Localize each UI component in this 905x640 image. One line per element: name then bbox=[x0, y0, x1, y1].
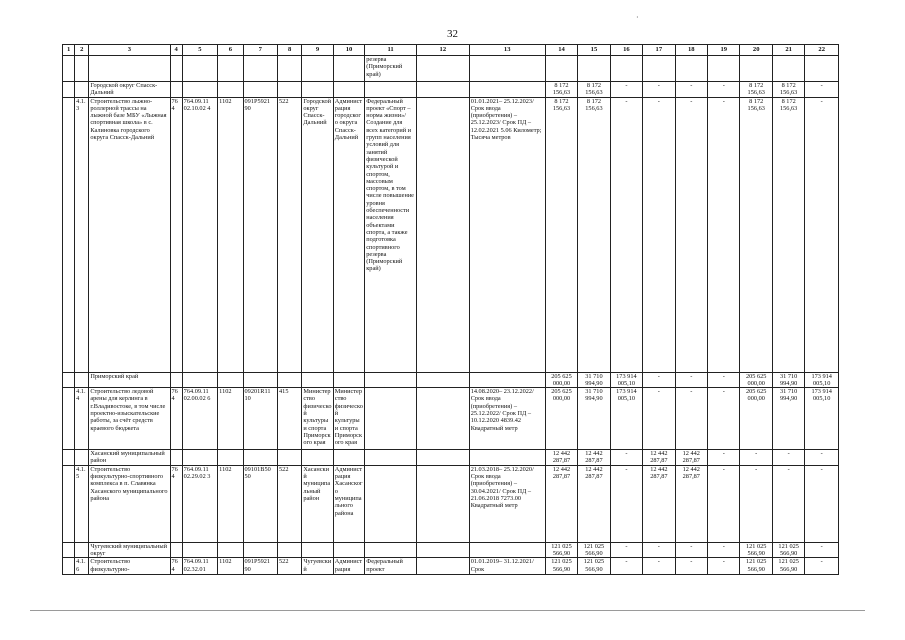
table-cell: 4.1.4 bbox=[75, 388, 89, 450]
table-cell bbox=[218, 542, 243, 558]
scan-mark: · bbox=[636, 13, 639, 22]
table-cell: 12 442 287,87 bbox=[675, 450, 707, 466]
table-cell: 12 442 287,87 bbox=[578, 465, 610, 542]
table-cell: - bbox=[675, 372, 707, 388]
table-cell: - bbox=[708, 450, 740, 466]
table-cell: - bbox=[643, 372, 675, 388]
table-cell: Строительство физкультурно-спортивного комплекса в п. Славянка Хасанского муниципального района bbox=[89, 465, 170, 542]
table-cell bbox=[302, 56, 333, 82]
table-cell bbox=[302, 450, 333, 466]
table-cell bbox=[243, 450, 277, 466]
table-cell bbox=[243, 372, 277, 388]
table-cell: 8 172 156,63 bbox=[740, 82, 772, 98]
table-cell bbox=[302, 542, 333, 558]
table-row bbox=[63, 372, 839, 388]
table-cell bbox=[278, 372, 302, 388]
table-cell bbox=[643, 56, 675, 82]
table-cell: - bbox=[772, 465, 804, 542]
table-cell bbox=[182, 56, 218, 82]
table-cell: Хасанский муниципальный район bbox=[302, 465, 333, 542]
table-cell bbox=[170, 82, 182, 98]
column-number: 11 bbox=[365, 45, 417, 56]
table-cell bbox=[365, 450, 417, 466]
table-cell bbox=[416, 372, 469, 388]
table-cell bbox=[63, 558, 75, 575]
column-number: 14 bbox=[545, 45, 577, 56]
table-cell: - bbox=[610, 82, 642, 98]
table-cell bbox=[170, 56, 182, 82]
table-cell: 764.09.11 02.32.01 bbox=[182, 558, 218, 575]
table-row bbox=[63, 465, 839, 542]
table-cell: 4.1.3 bbox=[75, 97, 89, 372]
table-cell: 8 172 156,63 bbox=[772, 97, 804, 372]
table-row bbox=[63, 388, 839, 450]
table-cell: 121 025 566,90 bbox=[578, 542, 610, 558]
table-cell bbox=[333, 450, 364, 466]
table-cell: 764.09.11 02.00.02 6 bbox=[182, 388, 218, 450]
table-cell bbox=[416, 82, 469, 98]
table-cell: 31 710 994,90 bbox=[772, 372, 804, 388]
table-cell: - bbox=[675, 542, 707, 558]
table-cell bbox=[218, 450, 243, 466]
table-cell bbox=[365, 465, 417, 542]
table-cell: 121 025 566,90 bbox=[772, 558, 804, 575]
table-cell bbox=[182, 372, 218, 388]
table-cell: - bbox=[610, 542, 642, 558]
table-cell: Строительство физкультурно- bbox=[89, 558, 170, 575]
table-cell bbox=[416, 558, 469, 575]
table-cell: - bbox=[643, 97, 675, 372]
table-cell: Чугуевский муниципальный округ bbox=[89, 542, 170, 558]
column-number: 19 bbox=[708, 45, 740, 56]
table-cell bbox=[182, 450, 218, 466]
table-cell: - bbox=[708, 542, 740, 558]
table-cell bbox=[416, 388, 469, 450]
table-cell: 31 710 994,90 bbox=[772, 388, 804, 450]
table-cell bbox=[75, 450, 89, 466]
table-cell: 121 025 566,90 bbox=[740, 542, 772, 558]
table-cell bbox=[469, 450, 545, 466]
table-cell bbox=[278, 450, 302, 466]
table-cell: - bbox=[805, 82, 839, 98]
table-cell: 8 172 156,63 bbox=[578, 97, 610, 372]
table-cell: 12 442 287,87 bbox=[578, 450, 610, 466]
table-cell bbox=[416, 97, 469, 372]
table-cell: 205 625 000,00 bbox=[545, 388, 577, 450]
table-cell bbox=[278, 82, 302, 98]
table-cell: - bbox=[610, 558, 642, 575]
table-cell: 764 bbox=[170, 388, 182, 450]
column-number: 3 bbox=[89, 45, 170, 56]
table-row bbox=[63, 82, 839, 98]
table-cell: 8 172 156,63 bbox=[545, 82, 577, 98]
table-cell: 764.09.11 02.29.02 3 bbox=[182, 465, 218, 542]
register-table bbox=[62, 44, 839, 575]
table-cell: 205 625 000,00 bbox=[740, 388, 772, 450]
table-cell: 4.1.6 bbox=[75, 558, 89, 575]
table-cell: 205 625 000,00 bbox=[740, 372, 772, 388]
table-cell: - bbox=[675, 97, 707, 372]
table-cell bbox=[63, 82, 75, 98]
column-number: 5 bbox=[182, 45, 218, 56]
table-cell: Федеральный проект bbox=[365, 558, 417, 575]
table-cell: Строительство ледовой арены для керлинга в г.Владивостоке, в том числе проектно-изыскательские работы, за счёт средств краевого бюджета bbox=[89, 388, 170, 450]
column-number: 20 bbox=[740, 45, 772, 56]
table-cell: - bbox=[643, 82, 675, 98]
table-cell: 522 bbox=[278, 558, 302, 575]
table-cell: - bbox=[708, 388, 740, 450]
table-cell bbox=[278, 56, 302, 82]
table-cell: - bbox=[740, 465, 772, 542]
table-cell bbox=[416, 450, 469, 466]
table-cell: 522 bbox=[278, 465, 302, 542]
table-cell: 173 914 005,10 bbox=[805, 388, 839, 450]
table-cell: - bbox=[675, 558, 707, 575]
table-cell bbox=[63, 97, 75, 372]
table-cell bbox=[63, 465, 75, 542]
table-cell bbox=[365, 372, 417, 388]
table-cell: 21.03.2018– 25.12.2020/ Срок ввода (приобретения) – 30.04.2021/ Срок ПД – 21.06.2018 7273.00 Квадратный метр bbox=[469, 465, 545, 542]
table-cell: - bbox=[610, 97, 642, 372]
table-cell: Городской округ Спасск-Дальний bbox=[302, 97, 333, 372]
table-cell: 09101В50 50 bbox=[243, 465, 277, 542]
table-cell: 01.01.2021– 25.12.2023/ Срок ввода (приобретения) – 25.12.2023/ Срок ПД – 12.02.2021 5.06 Километр; Тысяча метров bbox=[469, 97, 545, 372]
table-row bbox=[63, 56, 839, 82]
table-cell: 173 914 005,10 bbox=[805, 372, 839, 388]
table-cell: 1102 bbox=[218, 97, 243, 372]
column-number: 15 bbox=[578, 45, 610, 56]
table-cell: резерва (Приморский край) bbox=[365, 56, 417, 82]
table-cell: - bbox=[772, 450, 804, 466]
table-cell: 121 025 566,90 bbox=[578, 558, 610, 575]
table-cell: Чугуевский bbox=[302, 558, 333, 575]
table-cell: 1102 bbox=[218, 388, 243, 450]
table-cell: 121 025 566,90 bbox=[740, 558, 772, 575]
table-cell: - bbox=[740, 450, 772, 466]
table-cell bbox=[75, 56, 89, 82]
table-cell: 8 172 156,63 bbox=[740, 97, 772, 372]
table-cell bbox=[170, 542, 182, 558]
table-cell bbox=[610, 56, 642, 82]
table-cell bbox=[469, 542, 545, 558]
table-cell: Федеральный проект «Спорт – норма жизни»/Создание для всех категорий и групп населения условий для занятий физической культурой и спортом, массовым спортом, в том числе повышение уровня обеспеченности населения объектами спорта, а также подготовка спортивного резерва (Приморский край) bbox=[365, 97, 417, 372]
table-cell bbox=[63, 450, 75, 466]
column-number: 22 bbox=[805, 45, 839, 56]
column-number: 7 bbox=[243, 45, 277, 56]
table-cell bbox=[365, 388, 417, 450]
table-row bbox=[63, 97, 839, 372]
table-cell: Администрация bbox=[333, 558, 364, 575]
table-cell bbox=[170, 372, 182, 388]
table-cell bbox=[333, 82, 364, 98]
table-cell: 31 710 994,90 bbox=[578, 388, 610, 450]
table-cell: Администрация Хасанского муниципального района bbox=[333, 465, 364, 542]
table-cell: Министерство физической культуры и спорта Приморского края bbox=[302, 388, 333, 450]
table-row bbox=[63, 450, 839, 466]
table-cell bbox=[416, 465, 469, 542]
table-cell bbox=[278, 542, 302, 558]
table-cell: 091Р5921 90 bbox=[243, 97, 277, 372]
column-number: 10 bbox=[333, 45, 364, 56]
table-cell bbox=[772, 56, 804, 82]
table-cell bbox=[182, 82, 218, 98]
table-cell: - bbox=[643, 388, 675, 450]
table-cell bbox=[243, 542, 277, 558]
table-cell: 764 bbox=[170, 97, 182, 372]
table-cell: 12 442 287,87 bbox=[643, 450, 675, 466]
table-cell bbox=[333, 56, 364, 82]
table-cell bbox=[333, 372, 364, 388]
table-cell: - bbox=[708, 465, 740, 542]
table-cell: - bbox=[708, 82, 740, 98]
table-cell bbox=[89, 56, 170, 82]
column-number: 6 bbox=[218, 45, 243, 56]
table-row bbox=[63, 542, 839, 558]
table-cell bbox=[218, 372, 243, 388]
table-cell bbox=[675, 56, 707, 82]
table-cell: Администрация городского округа Спасск-Дальний bbox=[333, 97, 364, 372]
table-cell: 14.08.2020– 23.12.2022/ Срок ввода (приобретения) – 25.12.2022/ Срок ПД – 10.12.2020 4839.42 Квадратный метр bbox=[469, 388, 545, 450]
table-cell bbox=[243, 56, 277, 82]
table-cell: 764 bbox=[170, 558, 182, 575]
table-cell bbox=[75, 542, 89, 558]
table-cell bbox=[578, 56, 610, 82]
table-cell bbox=[469, 372, 545, 388]
table-cell: 4.1.5 bbox=[75, 465, 89, 542]
table-cell: 01.01.2019– 31.12.2021/ Срок bbox=[469, 558, 545, 575]
table-cell bbox=[545, 56, 577, 82]
table-cell: - bbox=[708, 558, 740, 575]
table-cell bbox=[63, 388, 75, 450]
table-cell: 764.09.11 02.10.02 4 bbox=[182, 97, 218, 372]
table-cell bbox=[416, 542, 469, 558]
page-bottom-rule bbox=[30, 610, 865, 611]
table-cell bbox=[333, 542, 364, 558]
table-cell: 121 025 566,90 bbox=[545, 558, 577, 575]
table-cell: - bbox=[643, 558, 675, 575]
table-cell: - bbox=[610, 450, 642, 466]
table-cell: - bbox=[805, 97, 839, 372]
table-cell: Хасанский муниципальный район bbox=[89, 450, 170, 466]
table-cell bbox=[469, 56, 545, 82]
column-number: 9 bbox=[302, 45, 333, 56]
table-cell: - bbox=[805, 465, 839, 542]
column-number: 1 bbox=[63, 45, 75, 56]
table-cell: 8 172 156,63 bbox=[772, 82, 804, 98]
table-cell: - bbox=[805, 542, 839, 558]
table-cell bbox=[63, 56, 75, 82]
table-cell: 091Р5921 90 bbox=[243, 558, 277, 575]
column-number: 2 bbox=[75, 45, 89, 56]
table-cell: 205 625 000,00 bbox=[545, 372, 577, 388]
table-cell: 8 172 156,63 bbox=[545, 97, 577, 372]
table-cell: - bbox=[675, 82, 707, 98]
table-cell bbox=[302, 82, 333, 98]
table-cell: 1102 bbox=[218, 465, 243, 542]
column-number: 4 bbox=[170, 45, 182, 56]
table-cell: - bbox=[708, 372, 740, 388]
table-cell bbox=[63, 372, 75, 388]
table-cell bbox=[182, 542, 218, 558]
table-cell: - bbox=[805, 450, 839, 466]
table-cell: 415 bbox=[278, 388, 302, 450]
table-cell: 31 710 994,90 bbox=[578, 372, 610, 388]
page-number: 32 bbox=[447, 28, 458, 40]
table-cell: 121 025 566,90 bbox=[545, 542, 577, 558]
table-cell: 09201R11 10 bbox=[243, 388, 277, 450]
table-cell: 1102 bbox=[218, 558, 243, 575]
column-number: 16 bbox=[610, 45, 642, 56]
column-number: 13 bbox=[469, 45, 545, 56]
table-cell: Городской округ Спасск-Дальний bbox=[89, 82, 170, 98]
table-cell: 12 442 287,87 bbox=[545, 465, 577, 542]
column-number: 17 bbox=[643, 45, 675, 56]
table-cell bbox=[218, 82, 243, 98]
table-cell: 173 914 005,10 bbox=[610, 388, 642, 450]
table-cell: 12 442 287,87 bbox=[675, 465, 707, 542]
table-cell: 764 bbox=[170, 465, 182, 542]
table-cell: - bbox=[805, 558, 839, 575]
table-cell: Министерство физической культуры и спорта Приморского края bbox=[333, 388, 364, 450]
table-cell bbox=[708, 56, 740, 82]
table-cell: Приморский край bbox=[89, 372, 170, 388]
table-cell: Строительство лыжно-роллерной трассы на лыжной базе МБУ «Лыжная спортивная школа» в с. Калиновка городского округа Спасск-Дальний bbox=[89, 97, 170, 372]
table-cell bbox=[218, 56, 243, 82]
table-cell: 12 442 287,87 bbox=[643, 465, 675, 542]
table-cell bbox=[63, 542, 75, 558]
column-number: 8 bbox=[278, 45, 302, 56]
table-cell: 121 025 566,90 bbox=[772, 542, 804, 558]
table-cell bbox=[365, 82, 417, 98]
column-number-row bbox=[63, 45, 839, 56]
table-row bbox=[63, 558, 839, 575]
column-number: 12 bbox=[416, 45, 469, 56]
column-number: 18 bbox=[675, 45, 707, 56]
table-cell: - bbox=[708, 97, 740, 372]
table-cell bbox=[170, 450, 182, 466]
table-cell: 522 bbox=[278, 97, 302, 372]
table-cell bbox=[243, 82, 277, 98]
column-number: 21 bbox=[772, 45, 804, 56]
table-cell: 173 914 005,10 bbox=[610, 372, 642, 388]
table-cell: 12 442 287,87 bbox=[545, 450, 577, 466]
table-cell: - bbox=[643, 542, 675, 558]
table-cell bbox=[416, 56, 469, 82]
register-body bbox=[63, 45, 839, 575]
table-cell bbox=[365, 542, 417, 558]
table-cell bbox=[740, 56, 772, 82]
table-cell bbox=[302, 372, 333, 388]
table-cell: - bbox=[675, 388, 707, 450]
table-cell: 8 172 156,63 bbox=[578, 82, 610, 98]
table-cell bbox=[75, 372, 89, 388]
table-cell bbox=[75, 82, 89, 98]
table-cell bbox=[469, 82, 545, 98]
table-cell bbox=[805, 56, 839, 82]
table-cell: - bbox=[610, 465, 642, 542]
